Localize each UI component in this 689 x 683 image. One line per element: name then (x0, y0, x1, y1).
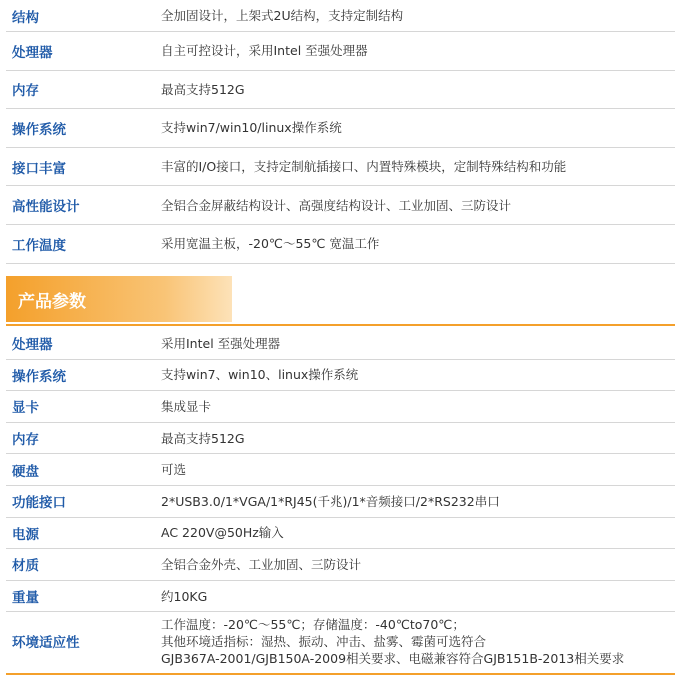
row-label: 显卡 (12, 400, 39, 417)
table-row (6, 32, 675, 71)
table-row (6, 518, 675, 550)
table-row (6, 186, 675, 225)
row-label: 电源 (12, 526, 39, 543)
table-row (6, 328, 675, 360)
table-row (6, 71, 675, 110)
row-label: 内存 (12, 83, 39, 100)
row-value: 2*USB3.0/1*VGA/1*RJ45(千兆)/1*音频接口/2*RS232串口 (161, 493, 500, 509)
feature-table (6, 0, 675, 264)
table-row (6, 225, 675, 264)
env-line: 工作温度：-20℃～55℃；存储温度：-40℃to70℃； (161, 616, 465, 632)
table-row (6, 549, 675, 581)
table-row (6, 109, 675, 148)
row-label: 处理器 (12, 44, 53, 61)
row-value: 支持win7、win10、linux操作系统 (161, 367, 359, 383)
table-row (6, 391, 675, 423)
row-label: 处理器 (12, 337, 53, 354)
row-label: 内存 (12, 432, 39, 449)
row-value: 全铝合金外壳、工业加固、三防设计 (161, 556, 362, 572)
row-value: 可选 (161, 462, 187, 478)
bottom-divider (6, 673, 675, 675)
row-value (161, 616, 675, 667)
row-label: 操作系统 (12, 368, 66, 385)
row-value: 约10KG (161, 588, 208, 604)
params-table (6, 328, 675, 670)
env-line: 其他环境适指标：湿热、振动、冲击、盐雾、霉菌可选符合 (161, 633, 487, 649)
row-value: 采用Intel 至强处理器 (161, 335, 281, 351)
row-value: 支持win7/win10/linux操作系统 (161, 120, 342, 136)
env-line: GJB367A-2001/GJB150A-2009相关要求、电磁兼容符合GJB151B-2013相关要求 (161, 650, 625, 666)
row-label: 接口丰富 (12, 160, 66, 177)
table-row (6, 486, 675, 518)
row-value: 采用宽温主板，-20℃～55℃ 宽温工作 (161, 236, 380, 252)
row-value: 集成显卡 (161, 398, 212, 414)
table-row (6, 0, 675, 32)
row-value: 自主可控设计，采用Intel 至强处理器 (161, 43, 368, 59)
row-label: 高性能设计 (12, 199, 80, 216)
row-value: 全铝合金屏蔽结构设计、高强度结构设计、工业加固、三防设计 (161, 197, 512, 213)
row-label: 重量 (12, 590, 39, 607)
table-row (6, 360, 675, 392)
table-row (6, 148, 675, 187)
table-row (6, 423, 675, 455)
row-value: 全加固设计，上架式2U结构，支持定制结构 (161, 8, 404, 23)
row-value: 丰富的I/O接口，支持定制航插接口、内置特殊模块，定制特殊结构和功能 (161, 159, 567, 175)
section-divider (6, 324, 675, 326)
row-label: 操作系统 (12, 121, 66, 138)
row-label: 环境适应性 (12, 635, 80, 652)
row-label: 工作温度 (12, 237, 66, 254)
table-row (6, 612, 675, 670)
row-label: 结构 (12, 9, 39, 26)
row-value: AC 220V@50Hz输入 (161, 525, 284, 541)
table-row (6, 581, 675, 613)
row-value: 最高支持512G (161, 430, 245, 446)
table-row (6, 454, 675, 486)
row-value: 最高支持512G (161, 81, 245, 97)
row-label: 功能接口 (12, 495, 66, 512)
section-title: 产品参数 (6, 276, 232, 322)
row-label: 硬盘 (12, 463, 39, 480)
row-label: 材质 (12, 558, 39, 575)
